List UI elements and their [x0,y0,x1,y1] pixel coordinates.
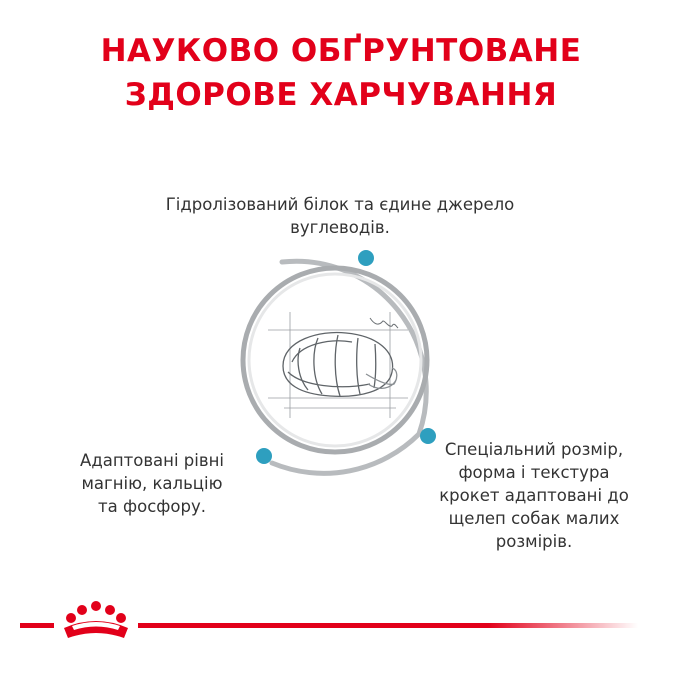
royal-canin-crown-logo [64,601,128,638]
headline-line-2: ЗДОРОВЕ ХАРЧУВАННЯ [124,77,558,113]
caption-right-line-4: щелеп собак малих [448,509,620,528]
caption-top-line-2: вуглеводів. [290,218,390,237]
footer-red-line-left [20,623,54,628]
footer-red-line-right [138,623,638,628]
kibble-sketch-icon [268,312,408,418]
caption-top-line-1: Гідролізований білок та єдине джерело [165,195,515,214]
caption-right-line-1: Спеціальний розмір, [444,440,624,459]
caption-left-line-1: Адаптовані рівні [80,451,224,470]
caption-right-line-2: форма і текстура [458,463,610,482]
marker-dot-left [256,448,272,464]
marker-dot-top [358,250,374,266]
caption-right-line-5: розмірів. [495,532,573,551]
caption-right-line-3: крокет адаптовані до [439,486,629,505]
caption-left-line-2: магнію, кальцію [81,474,223,493]
benefit-caption-top [140,193,540,239]
brand-footer [0,598,682,648]
benefit-caption-right [425,438,643,553]
benefit-caption-left [52,449,252,518]
headline-line-1: НАУКОВО ОБҐРУНТОВАНЕ [100,33,582,69]
caption-left-line-3: та фосфору. [98,497,206,516]
